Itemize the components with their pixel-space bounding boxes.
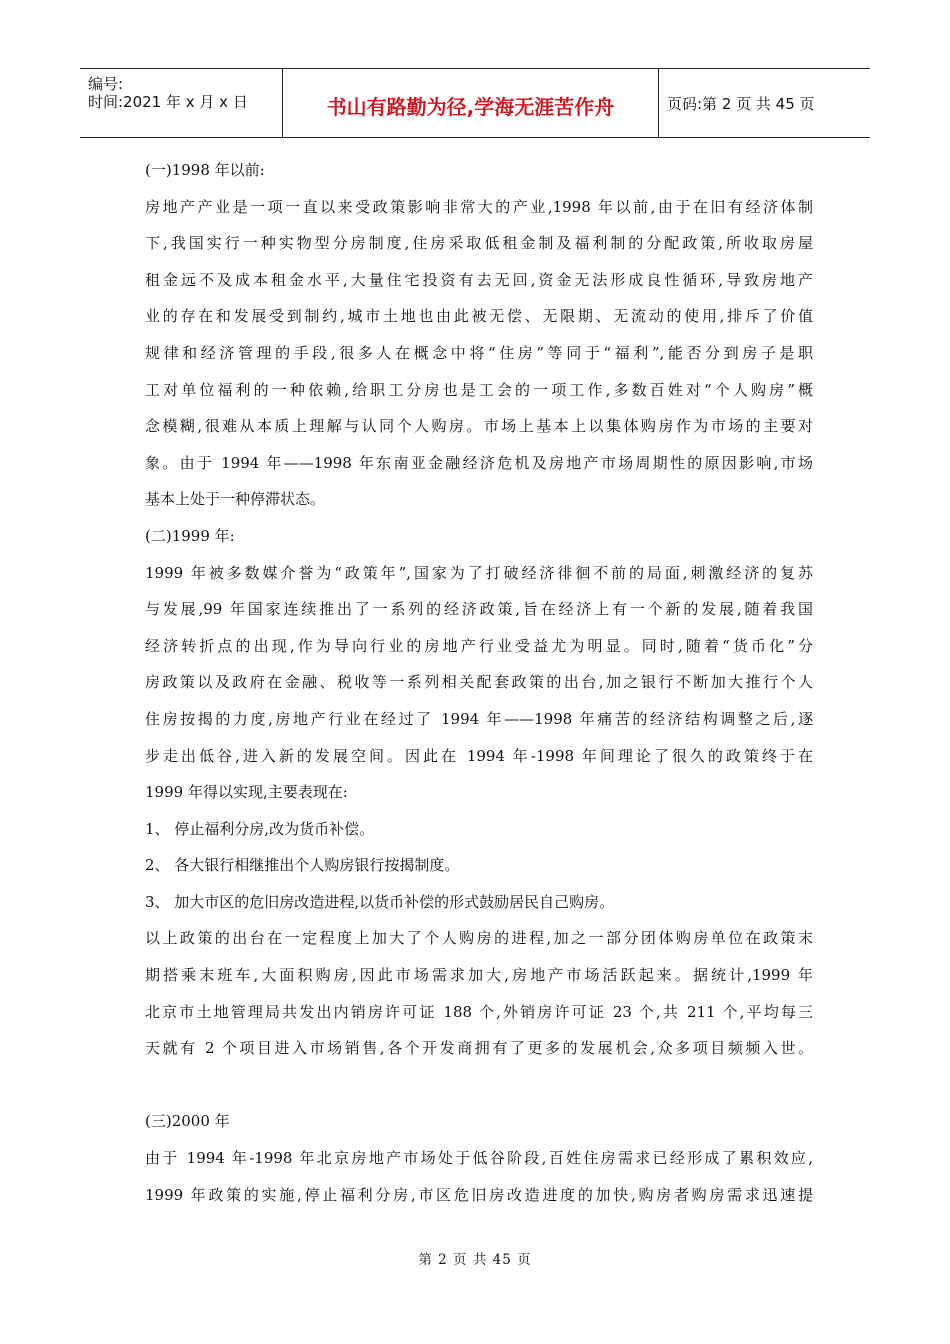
motto: 书山有路勤为径,学海无涯苦作舟: [282, 69, 659, 137]
body-line: 业的存在和发展受到制约,城市土地也由此被无偿、无限期、无流动的使用,排斥了价值: [145, 307, 813, 326]
body-line: 下,我国实行一种实物型分房制度,住房采取低租金制及福利制的分配政策,所收取房屋: [145, 234, 813, 253]
body-line: 1999 年得以实现,主要表现在:: [145, 783, 348, 802]
body-line: 2、 各大银行相继推出个人购房银行按揭制度。: [145, 856, 460, 875]
body-line: 步走出低谷,进入新的发展空间。因此在 1994 年-1998 年间理论了很久的政策终于在: [145, 746, 813, 765]
body-line: 念模糊,很难从本质上理解与认同个人购房。市场上基本上以集体购房作为市场的主要对: [145, 417, 813, 436]
date-line: 时间:2021 年 x 月 x 日: [88, 93, 248, 111]
body-line: 1999 年被多数媒介誉为“政策年”,国家为了打破经济徘徊不前的局面,刺激经济的复苏: [145, 563, 813, 582]
page-info: 页码:第 2 页 共 45 页: [667, 94, 815, 113]
body-line: 工对单位福利的一种依赖,给职工分房也是工会的一项工作,多数百姓对“个人购房”概: [145, 380, 813, 399]
body-line: 经济转折点的出现,作为导向行业的房地产行业受益尤为明显。同时,随着“货币化”分: [145, 636, 813, 655]
body-line: 基本上处于一种停滞状态。: [145, 490, 326, 509]
body-line: (三)2000 年: [145, 1112, 230, 1131]
body-line: (一)1998 年以前:: [145, 161, 265, 179]
body-line: 房政策以及政府在金融、税收等一系列相关配套政策的出台,加之银行不断加大推行个人: [145, 673, 813, 692]
body-line: 房地产产业是一项一直以来受政策影响非常大的产业,1998 年以前,由于在旧有经济体制: [145, 197, 813, 216]
body-line: 期搭乘末班车,大面积购房,因此市场需求加大,房地产市场活跃起来。据统计,1999 年: [145, 966, 813, 985]
body-line: 3、 加大市区的危旧房改造进程,以货币补偿的形式鼓励居民自己购房。: [145, 892, 615, 911]
body-line: 1999 年政策的实施,停止福利分房,市区危旧房改造进度的加快,购房者购房需求迅速提: [145, 1185, 813, 1204]
blank-line: [145, 1067, 813, 1104]
body-line: 与发展,99 年国家连续推出了一系列的经济政策,旨在经济上有一个新的发展,随着我国: [145, 600, 813, 619]
body-line: 规律和经济管理的手段,很多人在概念中将“住房”等同于“福利”,能否分到房子是职: [145, 343, 813, 362]
body-line: 北京市土地管理局共发出内销房许可证 188 个,外销房许可证 23 个,共 211 个,平均每三: [145, 1002, 813, 1021]
body-line: 租金远不及成本租金水平,大量住宅投资有去无回,资金无法形成良性循环,导致房地产: [145, 270, 813, 289]
body-line: 住房按揭的力度,房地产行业在经过了 1994 年——1998 年痛苦的经济结构调整之后,逐: [145, 709, 813, 728]
header-meta: [80, 69, 282, 137]
page-footer: 第 2 页 共 45 页: [418, 1252, 532, 1268]
body-line: 由于 1994 年-1998 年北京房地产市场处于低谷阶段,百姓住房需求已经形成了累积效应,: [145, 1149, 813, 1168]
body-line: 天就有 2 个项目进入市场销售,各个开发商拥有了更多的发展机会,众多项目频频入世。: [145, 1039, 813, 1058]
document-body: [145, 152, 813, 1213]
body-line: 1、 停止福利分房,改为货币补偿。: [145, 819, 375, 838]
code-label: 编号:: [88, 75, 124, 93]
body-line: 以上政策的出台在一定程度上加大了个人购房的进程,加之一部分团体购房单位在政策末: [145, 929, 813, 948]
body-line: 象。由于 1994 年——1998 年东南亚金融经济危机及房地产市场周期性的原因影响,市场: [145, 453, 813, 472]
body-line: (二)1999 年:: [145, 526, 235, 545]
document-header: [80, 68, 870, 138]
